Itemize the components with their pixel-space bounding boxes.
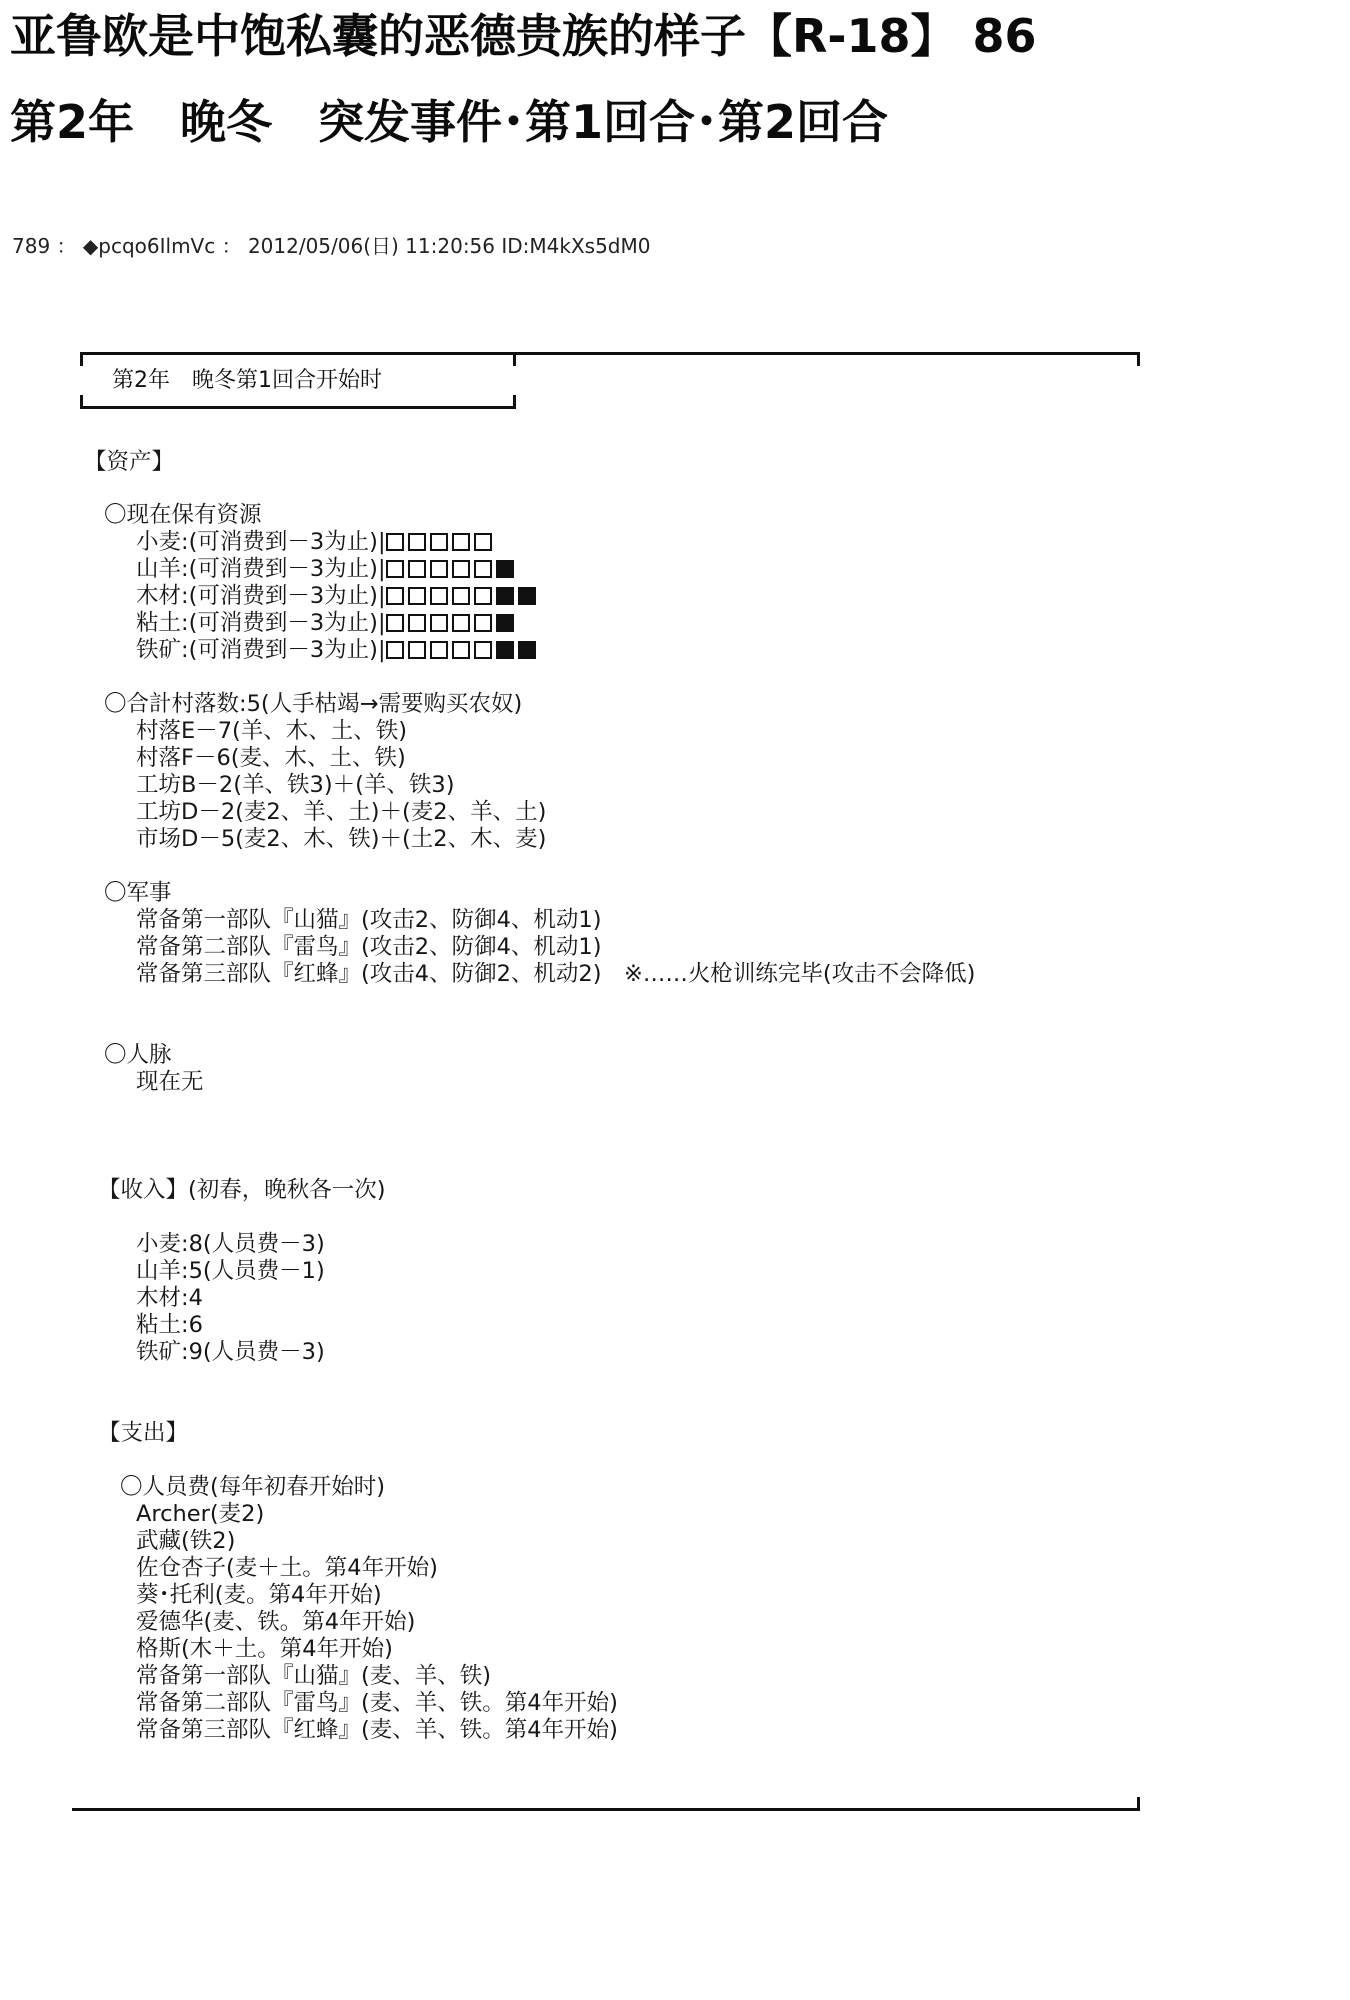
resource-label: 山羊:(可消费到－3为止)| [136, 556, 386, 582]
expense-subheading: 〇人员费(每年初春开始时) [120, 1474, 386, 1500]
empty-box-icon [474, 614, 492, 632]
village-item: 村落E－7(羊、木、土、铁) [136, 718, 408, 744]
empty-box-icon [408, 560, 426, 578]
empty-box-icon [474, 587, 492, 605]
empty-box-icon [386, 587, 404, 605]
empty-box-icon [430, 587, 448, 605]
empty-box-icon [408, 641, 426, 659]
empty-box-icon [408, 533, 426, 551]
expense-item: 佐仓杏子(麦＋土。第4年开始) [136, 1555, 438, 1581]
expense-item: 常备第二部队『雷鸟』(麦、羊、铁。第4年开始) [136, 1690, 618, 1716]
filled-box-icon [496, 587, 514, 605]
empty-box-icon [386, 533, 404, 551]
banner-bottom-line [80, 406, 516, 409]
resource-label: 木材:(可消费到－3为止)| [136, 583, 386, 609]
income-item: 粘土:6 [136, 1312, 203, 1338]
resource-label: 小麦:(可消费到－3为止)| [136, 529, 386, 555]
empty-box-icon [474, 533, 492, 551]
expense-item: 常备第三部队『红蜂』(麦、羊、铁。第4年开始) [136, 1717, 618, 1743]
empty-box-icon [474, 560, 492, 578]
expense-heading: 【支出】 [98, 1420, 189, 1446]
resource-row [136, 556, 540, 583]
frame-top-line [80, 352, 1140, 355]
resources-list [136, 529, 540, 664]
empty-box-icon [386, 641, 404, 659]
resource-row [136, 610, 540, 637]
empty-box-icon [452, 533, 470, 551]
resources-heading: 〇现在保有资源 [104, 502, 262, 528]
round-banner: 第2年 晚冬第1回合开始时 [112, 368, 382, 393]
expense-item: 爱德华(麦、铁。第4年开始) [136, 1609, 416, 1635]
empty-box-icon [430, 614, 448, 632]
connections-list [136, 1069, 204, 1096]
empty-box-icon [452, 641, 470, 659]
empty-box-icon [474, 641, 492, 659]
frame-left-tick [80, 352, 83, 366]
resource-row [136, 637, 540, 664]
assets-heading: 【资产】 [84, 449, 175, 475]
connection-item: 现在无 [136, 1069, 204, 1095]
empty-box-icon [430, 533, 448, 551]
empty-box-icon [430, 560, 448, 578]
empty-box-icon [452, 614, 470, 632]
filled-box-icon [496, 560, 514, 578]
military-item: 常备第三部队『红蜂』(攻击4、防御2、机动2) ※……火枪训练完毕(攻击不会降低) [136, 961, 976, 987]
military-heading: 〇军事 [104, 880, 172, 906]
villages-heading: 〇合計村落数:5(人手枯竭→需要购买农奴) [104, 691, 523, 717]
military-item: 常备第一部队『山猫』(攻击2、防御4、机动1) [136, 907, 602, 933]
village-item: 村落F－6(麦、木、土、铁) [136, 745, 406, 771]
income-item: 山羊:5(人员费－1) [136, 1258, 325, 1284]
village-item: 工坊D－2(麦2、羊、土)＋(麦2、羊、土) [136, 799, 547, 825]
frame-right-tick [1137, 352, 1140, 366]
village-item: 市场D－5(麦2、木、铁)＋(土2、木、麦) [136, 826, 547, 852]
expense-item: 格斯(木＋土。第4年开始) [136, 1636, 393, 1662]
post-header: 789 ： ◆pcqo6IlmVc ： 2012/05/06(日) 11:20:56 ID:M4kXs5dM0 [12, 234, 651, 258]
expense-item: 葵･托利(麦。第4年开始) [136, 1582, 382, 1608]
expense-item: 武藏(铁2) [136, 1528, 236, 1554]
expense-item: 常备第一部队『山猫』(麦、羊、铁) [136, 1663, 492, 1689]
filled-box-icon [518, 641, 536, 659]
village-item: 工坊B－2(羊、铁3)＋(羊、铁3) [136, 772, 455, 798]
empty-box-icon [386, 614, 404, 632]
empty-box-icon [452, 587, 470, 605]
empty-box-icon [452, 560, 470, 578]
banner-divider-tick [513, 352, 516, 366]
income-item: 木材:4 [136, 1285, 203, 1311]
filled-box-icon [496, 614, 514, 632]
empty-box-icon [408, 587, 426, 605]
income-item: 铁矿:9(人员费－3) [136, 1339, 325, 1365]
military-item: 常备第二部队『雷鸟』(攻击2、防御4、机动1) [136, 934, 602, 960]
resource-row [136, 583, 540, 610]
empty-box-icon [408, 614, 426, 632]
income-heading: 【收入】(初春，晚秋各一次) [98, 1177, 386, 1203]
empty-box-icon [430, 641, 448, 659]
empty-box-icon [386, 560, 404, 578]
resource-label: 铁矿:(可消费到－3为止)| [136, 637, 386, 663]
connections-heading: 〇人脉 [104, 1042, 172, 1068]
resource-row [136, 529, 540, 556]
page-title: 亚鲁欧是中饱私囊的恶德贵族的样子【R-18】 86 [10, 9, 1037, 63]
income-list [136, 1231, 325, 1366]
frame-bottom-right-tick [1137, 1797, 1140, 1811]
page-subtitle: 第2年 晚冬 突发事件･第1回合･第2回合 [10, 95, 889, 149]
villages-list [136, 718, 546, 853]
expense-item: Archer(麦2) [136, 1501, 265, 1527]
income-item: 小麦:8(人员费－3) [136, 1231, 325, 1257]
filled-box-icon [496, 641, 514, 659]
resource-label: 粘土:(可消费到－3为止)| [136, 610, 386, 636]
frame-bottom-line [72, 1808, 1140, 1811]
military-list [136, 907, 975, 988]
filled-box-icon [518, 587, 536, 605]
expense-list [136, 1501, 618, 1744]
